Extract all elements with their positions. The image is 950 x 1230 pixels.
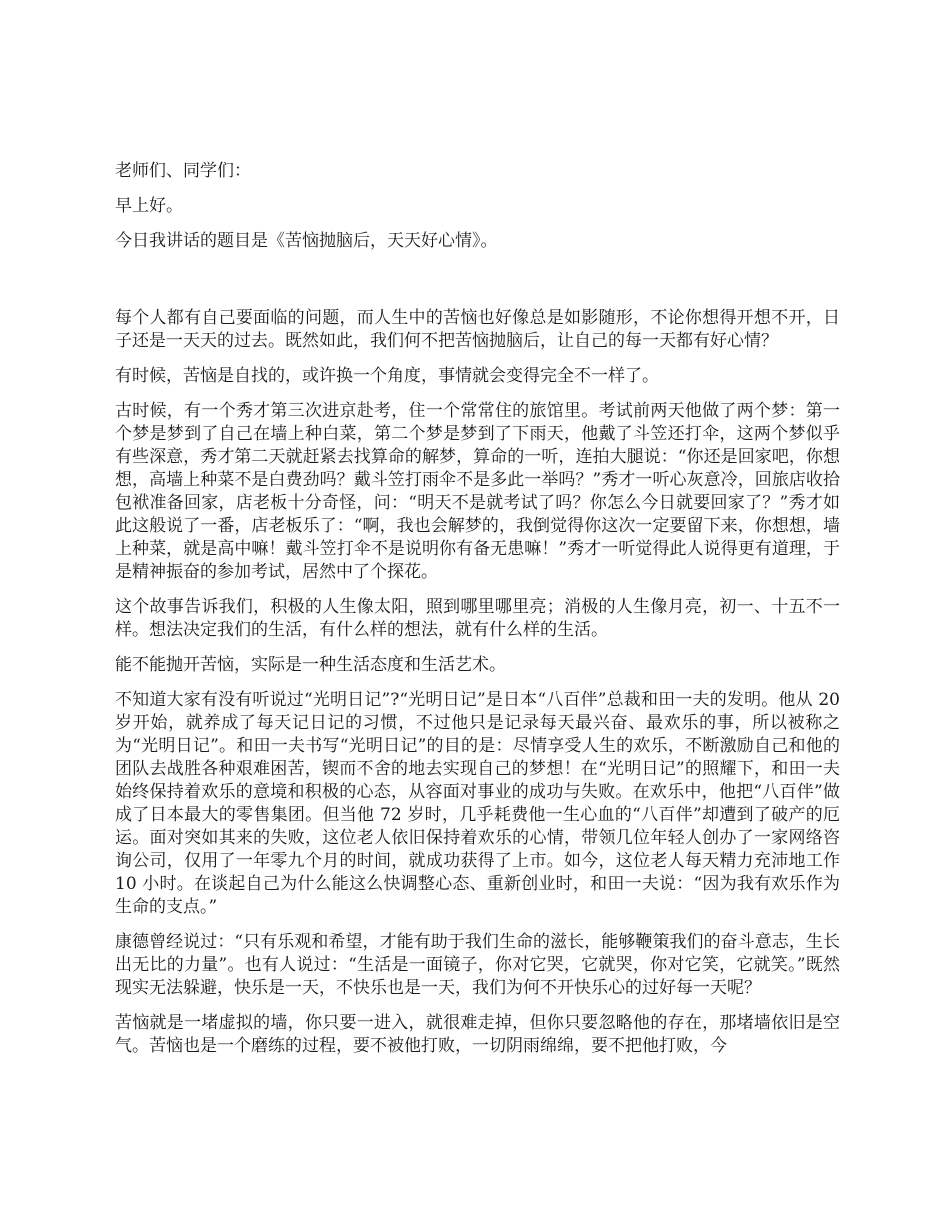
body-paragraph: 康德曾经说过：“只有乐观和希望，才能有助于我们生命的滋长，能够鞭策我们的奋斗意志，生长出无比的力量”。也有人说过：“生活是一面镜子，你对它哭，它就哭，你对它笑，它就笑。”既然现实无法躲避，快乐是一天，不快乐也是一天，我们为何不开快乐心的过好每一天呢？ <box>115 932 840 998</box>
topic-line: 今日我讲话的题目是《苦恼抛脑后，天天好心情》。 <box>115 231 498 251</box>
morning-line: 早上好。 <box>115 196 183 216</box>
body-paragraph: 每个人都有自己要面临的问题，而人生中的苦恼也好像总是如影随形，不论你想得开想不开，日子还是一天天的过去。既然如此，我们何不把苦恼抛脑后，让自己的每一天都有好心情？ <box>115 308 840 351</box>
body-paragraph: 能不能抛开苦恼，实际是一种生活态度和生活艺术。 <box>115 655 506 675</box>
body-paragraph: 不知道大家有没有听说过“光明日记”?“光明日记”是日本“八百伴”总裁和田一夫的发明。他从 20 岁开始，就养成了每天记日记的习惯，不过他只是记录每天最兴奋、最欢乐的事，所以被称之为“光明日记”。和田一夫书写“光明日记”的目的是：尽情享受人生的欢乐，不断激励自己和他的团队去战胜各种艰难困苦，锲而不舍的地去实现自己的梦想！在“光明日记”的照耀下，和田一夫始终保持着欢乐的意境和积极的心态，从容面对事业的成功与失败。在欢乐中，他把“八百伴”做成了日本最大的零售集团。但当他 72 岁时，几乎耗费他一生心血的“八百伴”却遭到了破产的厄运。面对突如其来的失败，这位老人依旧保持着欢乐的心情，带领几位年轻人创办了一家网络咨询公司，仅用了一年零九个月的时间，就成功获得了上市。如今，这位老人每天精力充沛地工作 10 小时。在谈起自己为什么能这么快调整心态、重新创业时，和田一夫说：“因为我有欢乐作为生命的支点。” <box>115 690 840 917</box>
section-gap <box>115 265 840 307</box>
body-paragraph: 这个故事告诉我们，积极的人生像太阳，照到哪里哪里亮；消极的人生像月亮，初一、十五不一样。想法决定我们的生活，有什么样的想法，就有什么样的生活。 <box>115 597 840 640</box>
body-paragraph: 苦恼就是一堵虚拟的墙，你只要一进入，就很难走掉，但你只要忽略他的存在，那堵墙依旧是空气。苦恼也是一个磨练的过程，要不被他打败，一切阴雨绵绵，要不把他打败，今 <box>115 1013 840 1056</box>
document-page <box>115 160 840 1070</box>
greeting-line: 老师们、同学们： <box>115 161 251 181</box>
body-paragraph: 有时候，苦恼是自找的，或许换一个角度，事情就会变得完全不一样了。 <box>115 366 659 386</box>
body-paragraph: 古时候，有一个秀才第三次进京赴考，住一个常常住的旅馆里。考试前两天他做了两个梦：第一个梦是梦到了自己在墙上种白菜，第二个梦是梦到了下雨天，他戴了斗笠还打伞，这两个梦似乎有些深意，秀才第二天就赶紧去找算命的解梦，算命的一听，连拍大腿说：“你还是回家吧，你想想，高墙上种菜不是白费劲吗？戴斗笠打雨伞不是多此一举吗？”秀才一听心灰意冷，回旅店收拾包袱准备回家，店老板十分奇怪，问：“明天不是就考试了吗？你怎么今日就要回家了？”秀才如此这般说了一番，店老板乐了：“啊，我也会解梦的，我倒觉得你这次一定要留下来，你想想，墙上种菜，就是高中嘛！戴斗笠打伞不是说明你有备无患嘛！”秀才一听觉得此人说得更有道理，于是精神振奋的参加考试，居然中了个探花。 <box>115 401 840 582</box>
